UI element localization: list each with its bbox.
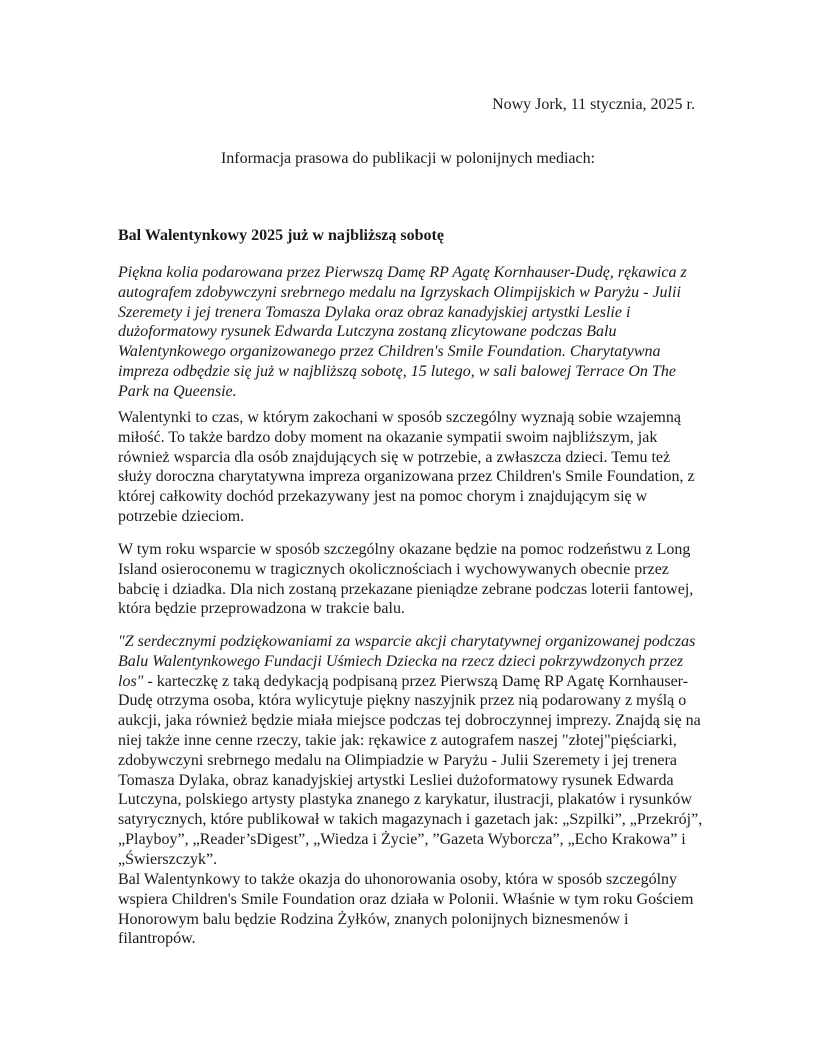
dedication-quote: "Z serdecznymi podziękowaniami za wsparcie akcji charytatywnej organizowanej podczas Balu Walentynkowego Fundacji Uśmiech Dziecka na rzecz dzieci pokrzywdzonych przez los" bbox=[118, 633, 696, 690]
body-paragraph-1: Walentynki to czas, w którym zakochani w sposób szczególny wyznają sobie wzajemną miłość. To także bardzo doby moment na okazanie sympatii swoim najbliższym, jak również wsparcia dla osób znajdujących się w potrzebie, a zwłaszcza dzieci. Temu też służy doroczna charytatywna impreza organizowana przez Children's Smile Foundation, z której całkowity dochód przekazywany jest na pomoc chorym i znajdującym się w potrzebie dzieciom. bbox=[118, 409, 695, 525]
body-paragraph-4: Bal Walentynkowy to także okazja do uhonorowania osoby, która w sposób szczególny wspiera Children's Smile Foundation oraz działa w Polonii. Właśnie w tym roku Gościem Honorowym balu będzie Rodzina Żyłków, znanych polonijnych biznesmenów i filantropów. bbox=[118, 871, 694, 948]
press-release-subtitle: Informacja prasowa do publikacji w polonijnych mediach: bbox=[220, 150, 596, 167]
paragraph-3-text: - karteczkę z taką dedykacją podpisaną przez Pierwszą Damę RP Agatę Kornhauser-Dudę otrzyma osoba, która wylicytuje piękny naszyjnik przez nią podarowany z myślą o aukcji, jaka również będzie miała miejsce podczas tej dobroczynnej imprezy. Znajdą się na niej także inne cenne rzeczy, takie jak: rękawice z autografem naszej "złotej"pięściarki, zdobywczyni srebrnego medalu na Olimpiadzie w Paryżu - Julii Szeremety i jej trenera Tomasza Dylaka, obraz kanadyjskiej artystki Lesliei dużoformatowy rysunek Edwarda Lutczyna, polskiego artysty plastyka znanego z karykatur, ilustracji, plakatów i rysunków satyrycznych, które publikował w takich magazynach i gazetach jak: „Szpilki”, „Przekrój”, „Playboy”, „Reader’sDigest”, „Wiedza i Życie”, ”Gazeta Wyborcza”, „Echo Krakowa” i „Świerszczyk”. bbox=[118, 672, 703, 868]
lead-paragraph: Piękna kolia podarowana przez Pierwszą Damę RP Agatę Kornhauser-Dudę, rękawica z autografem zdobywczyni srebrnego medalu na Igrzyskach Olimpijskich w Paryżu - Julii Szeremety i jej trenera Tomasza Dylaka oraz obraz kanadyjskiej artystki Leslie i dużoformatowy rysunek Edwarda Lutczyna zostaną zlicytowane podczas Balu Walentynkowego organizowanego przez Children's Smile Foundation. Charytatywna impreza odbędzie się już w najbliższą sobotę, 15 lutego, w sali balowej Terrace On The Park na Queensie. bbox=[118, 264, 687, 400]
article-title: Bal Walentynkowy 2025 już w najbliższą sobotę bbox=[118, 227, 444, 244]
body-paragraph-2: W tym roku wsparcie w sposób szczególny okazane będzie na pomoc rodzeństwu z Long Island osieroconemu w tragicznych okolicznościach i wychowywanych obecnie przez babcię i dziadka. Dla nich zostaną przekazane pieniądze zebrane podczas loterii fantowej, która będzie przeprowadzona w trakcie balu. bbox=[118, 541, 694, 618]
body-paragraph-3 bbox=[118, 632, 704, 870]
dateline: Nowy Jork, 11 stycznia, 2025 r. bbox=[492, 96, 695, 113]
